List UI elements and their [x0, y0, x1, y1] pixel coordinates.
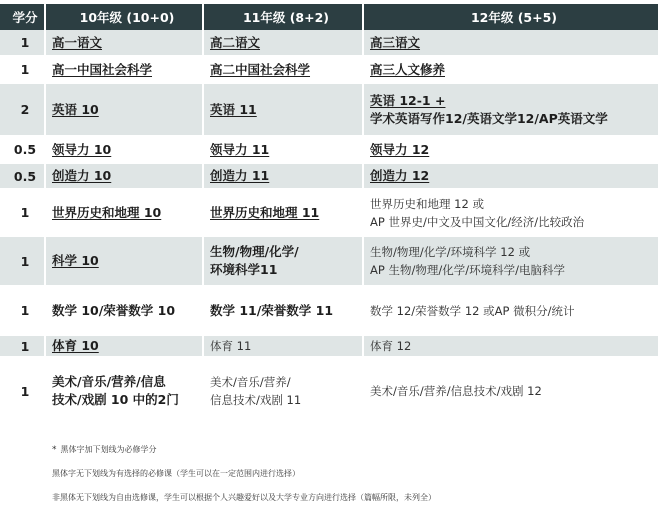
header-grade-11: 11年级 (8+2) [204, 4, 364, 30]
legend-notes [52, 443, 436, 515]
course-label: 高一中国社会科学 [52, 61, 153, 77]
header-grade-10: 10年级 (10+0) [46, 4, 204, 30]
course-label: AP 世界史/中文及中国文化/经济/比较政治 [370, 214, 585, 229]
table-row [0, 237, 658, 285]
credit-cell: 1 [0, 356, 46, 426]
table-header-row [0, 4, 658, 30]
course-label: 英语 12-1 + [370, 92, 446, 108]
note-required [52, 443, 436, 467]
credit-cell: 1 [0, 285, 46, 336]
grade-11-cell [204, 30, 364, 55]
grade-10-cell [46, 164, 204, 188]
credit-cell: 1 [0, 237, 46, 285]
grade-12-cell [364, 164, 658, 188]
grade-11-cell [204, 55, 364, 84]
course-label: 领导力 10 [52, 141, 112, 157]
header-credit: 学分 [0, 4, 46, 30]
course-label: 生物/物理/化学/ [210, 244, 299, 259]
note-text: 黑体字无下划线为有选择的必修课（学生可以在一定范围内进行选择） [52, 469, 300, 478]
note-text: 黑体字加下划线为必修学分 [60, 445, 157, 454]
course-label: AP 生物/物理/化学/环境科学/电脑科学 [370, 263, 565, 277]
grade-11-cell [204, 285, 364, 336]
table-row [0, 164, 658, 188]
table-row [0, 135, 658, 164]
credit-cell: 1 [0, 55, 46, 84]
course-label: 体育 10 [52, 338, 99, 353]
course-label: 环境科学11 [210, 262, 278, 277]
table-row [0, 55, 658, 84]
credit-cell: 1 [0, 188, 46, 237]
course-label: 数学 10/荣誉数学 10 [52, 302, 176, 318]
grade-11-cell [204, 164, 364, 188]
grade-12-cell [364, 285, 658, 336]
credit-cell: 0.5 [0, 135, 46, 164]
course-label: 体育 11 [210, 339, 252, 353]
course-label: 科学 10 [52, 253, 99, 268]
credit-cell: 2 [0, 84, 46, 135]
grade-11-cell [204, 84, 364, 135]
course-label: 高二中国社会科学 [210, 61, 311, 77]
grade-10-cell [46, 356, 204, 426]
course-label: 美术/音乐/营养/信息 [52, 374, 166, 389]
grade-10-cell [46, 135, 204, 164]
grade-10-cell [46, 30, 204, 55]
course-label: 技术/戏剧 10 中的2门 [52, 392, 179, 407]
table-row [0, 188, 658, 237]
note-selective-required [52, 467, 436, 491]
curriculum-table [0, 4, 658, 426]
course-label: 创造力 12 [370, 168, 430, 183]
table-row [0, 84, 658, 135]
course-label: 体育 12 [370, 339, 412, 353]
course-label: 数学 12/荣誉数学 12 或AP 微积分/统计 [370, 303, 575, 318]
grade-11-cell [204, 135, 364, 164]
course-label: 世界历史和地理 12 或 [370, 196, 484, 211]
course-label: 领导力 11 [210, 141, 270, 157]
grade-10-cell [46, 336, 204, 356]
grade-12-cell [364, 30, 658, 55]
credit-cell: 0.5 [0, 164, 46, 188]
grade-12-cell [364, 356, 658, 426]
grade-11-cell [204, 188, 364, 237]
course-label: 数学 11/荣誉数学 11 [210, 302, 334, 318]
course-label: 创造力 11 [210, 168, 270, 183]
course-label: 高三语文 [370, 34, 421, 50]
grade-12-cell [364, 336, 658, 356]
course-label: 学术英语写作12/英语文学12/AP英语文学 [370, 110, 608, 126]
grade-12-cell [364, 135, 658, 164]
grade-10-cell [46, 55, 204, 84]
course-label: 英语 11 [210, 101, 257, 117]
grade-10-cell [46, 285, 204, 336]
course-label: 高二语文 [210, 34, 261, 50]
course-label: 生物/物理/化学/环境科学 12 或 [370, 245, 531, 259]
course-label: 高三人文修养 [370, 61, 446, 77]
grade-10-cell [46, 237, 204, 285]
course-label: 创造力 10 [52, 168, 112, 183]
table-row [0, 285, 658, 336]
course-label: 美术/音乐/营养/ [210, 375, 291, 389]
table-row [0, 336, 658, 356]
grade-11-cell [204, 237, 364, 285]
grade-12-cell [364, 188, 658, 237]
grade-11-cell [204, 336, 364, 356]
table-row [0, 30, 658, 55]
bullet-star-icon: * [52, 445, 57, 455]
credit-cell: 1 [0, 336, 46, 356]
grade-10-cell [46, 188, 204, 237]
course-label: 高一语文 [52, 34, 103, 50]
grade-10-cell [46, 84, 204, 135]
grade-12-cell [364, 55, 658, 84]
course-label: 领导力 12 [370, 141, 430, 157]
course-label: 世界历史和地理 10 [52, 204, 162, 220]
header-grade-12: 12年级 (5+5) [364, 4, 658, 30]
course-label: 美术/音乐/营养/信息技术/戏剧 12 [370, 384, 542, 398]
note-elective [52, 491, 436, 515]
grade-11-cell [204, 356, 364, 426]
course-label: 世界历史和地理 11 [210, 204, 320, 220]
course-label: 信息技术/戏剧 11 [210, 393, 302, 407]
course-label: 英语 10 [52, 101, 99, 117]
grade-12-cell [364, 84, 658, 135]
note-text: 非黑体无下划线为自由选修课，学生可以根据个人兴趣爱好以及大学专业方向进行选择（篇幅所限，未列全） [52, 493, 436, 502]
credit-cell: 1 [0, 30, 46, 55]
table-row [0, 356, 658, 426]
grade-12-cell [364, 237, 658, 285]
